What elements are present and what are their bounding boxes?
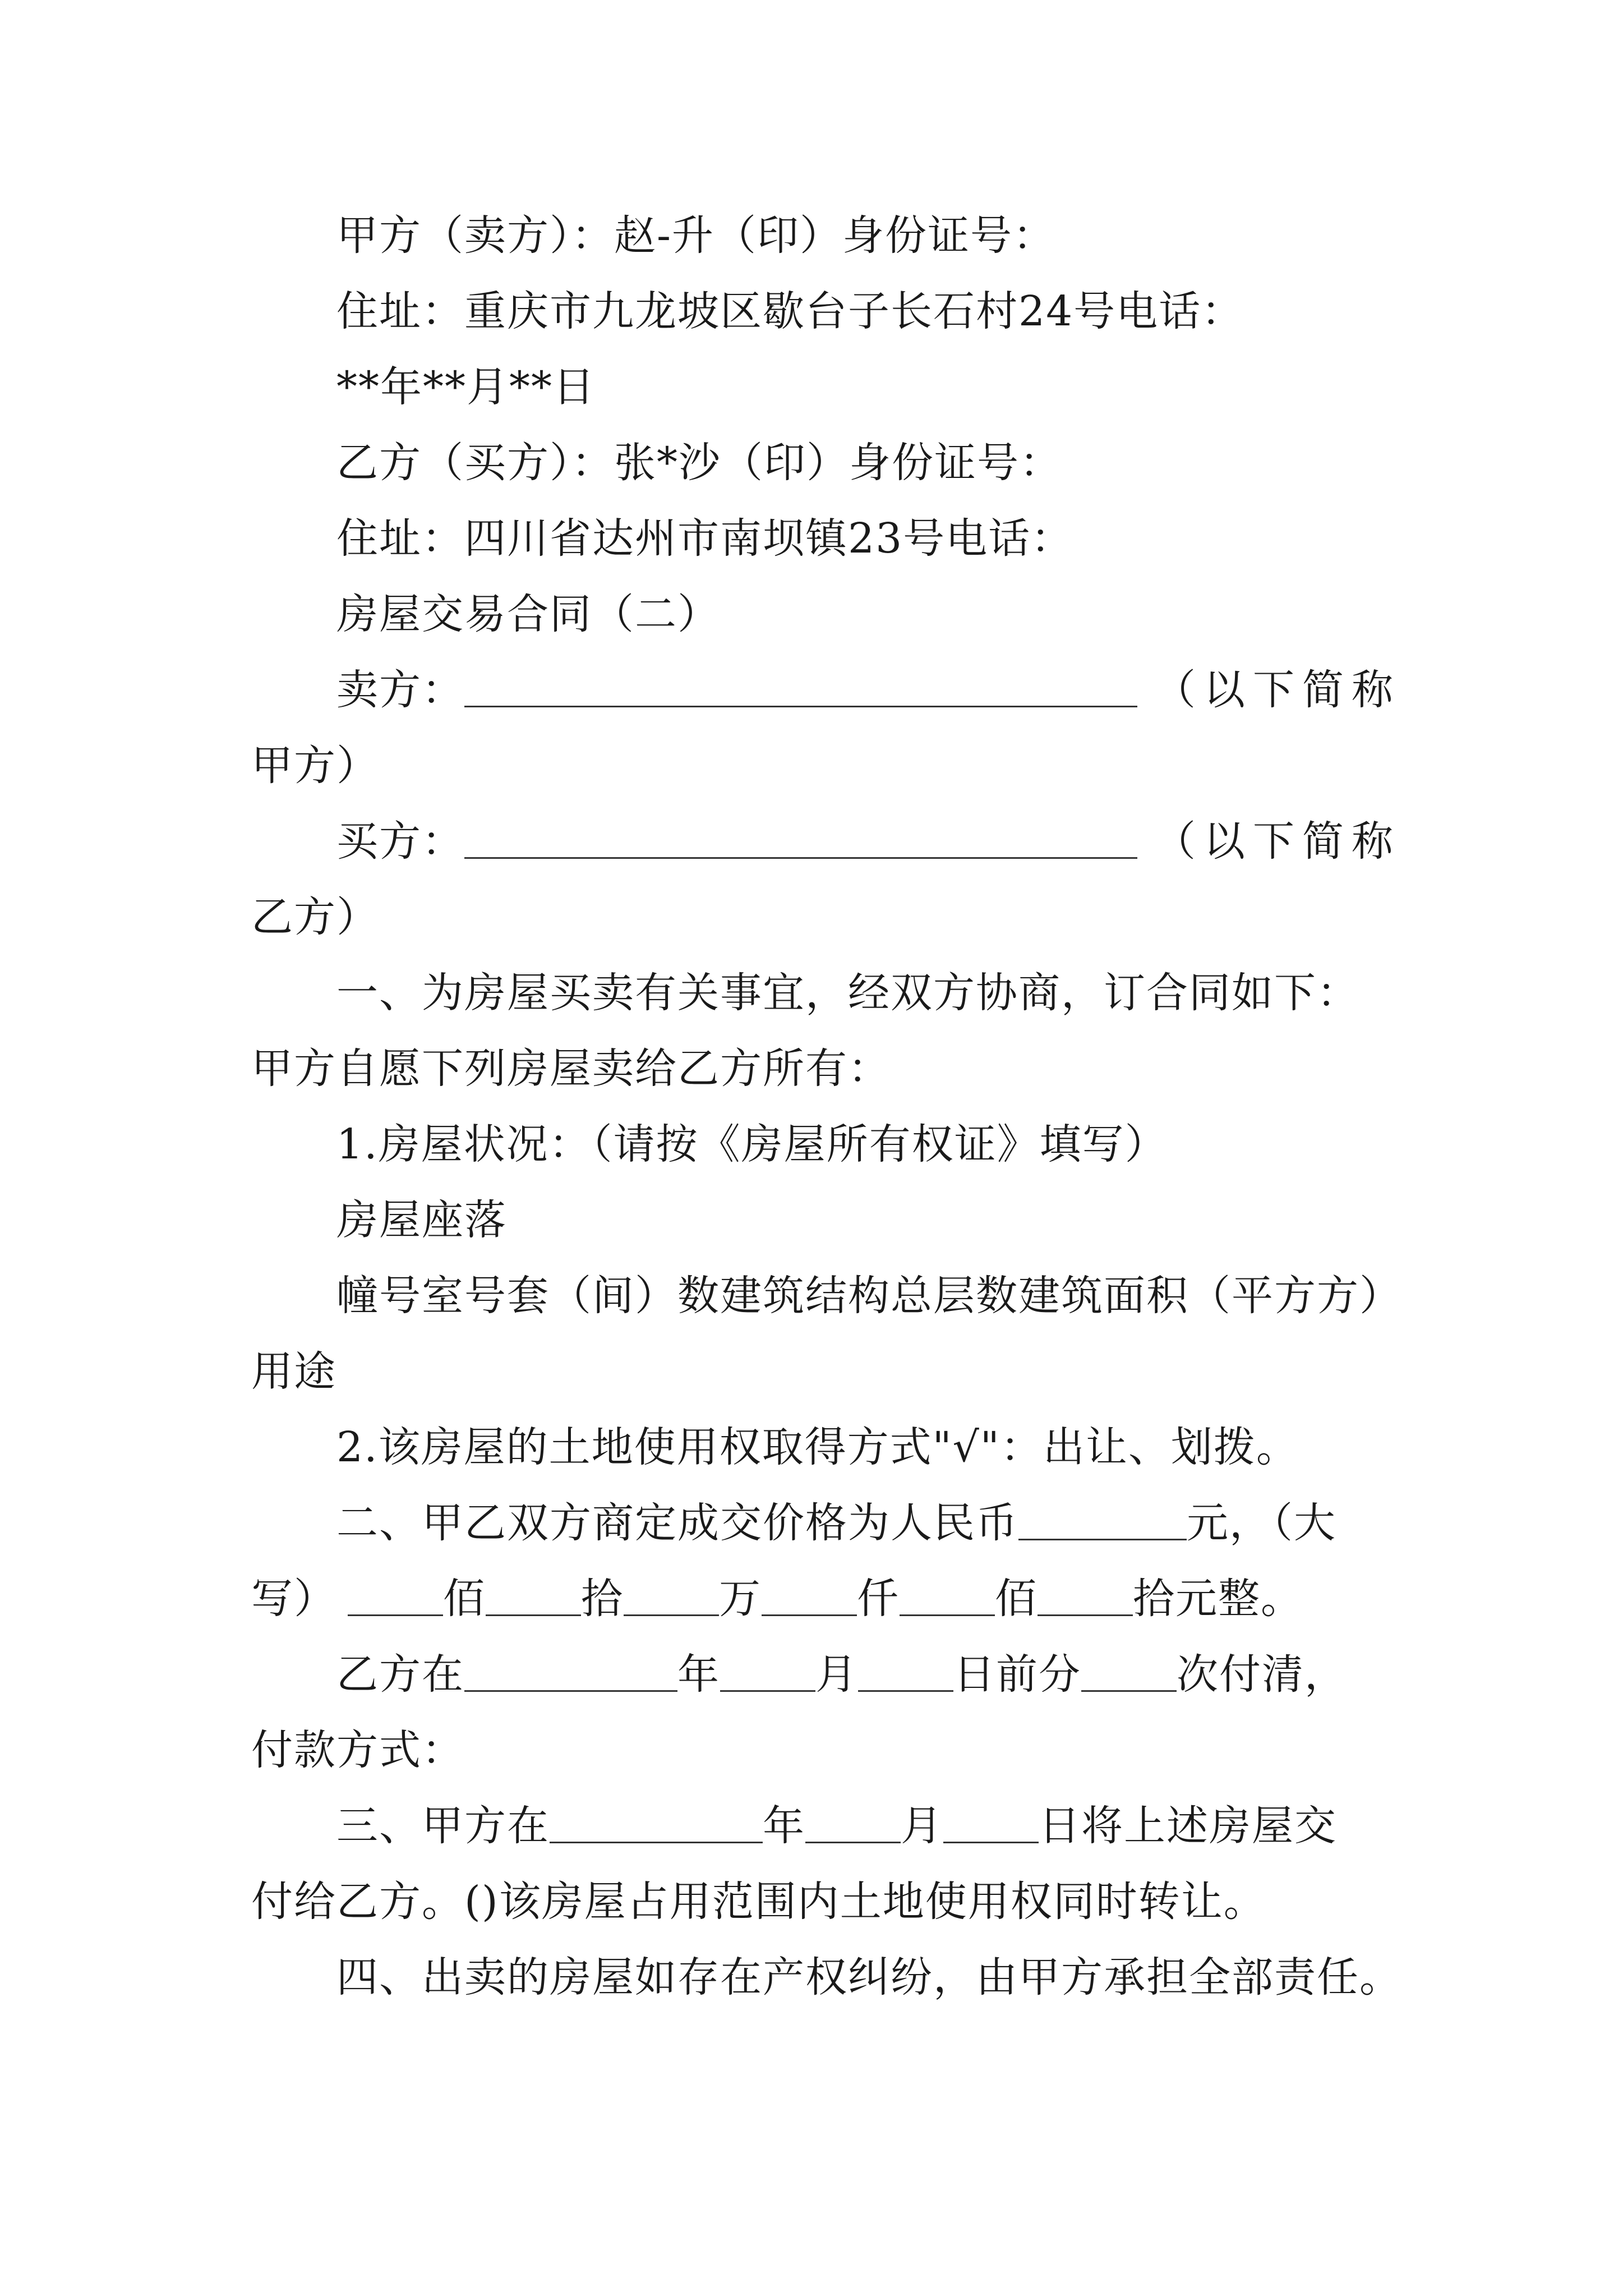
house-status-line: 1.房屋状况：（请按《房屋所有权证》填写） (336, 1120, 1168, 1168)
pay-year-blank (464, 1655, 677, 1692)
payment-line: 乙方在 年 月 日前分 次付清， (336, 1650, 1347, 1699)
house-usage-line: 用途 (251, 1347, 336, 1396)
contract-title: 房屋交易合同（二） (336, 590, 720, 638)
seller-name-blank (464, 671, 1137, 707)
seller-line: 甲方（卖方）：赵-升（印）身份证号： (336, 211, 1056, 260)
buyer-line: 乙方（买方）：张*沙（印）身份证号： (336, 439, 1062, 487)
clause-two: 二、甲乙双方商定成交价格为人民币 元，（大 (336, 1499, 1336, 1547)
clause-one: 一、为房屋买卖有关事宜，经双方协商，订合同如下： (336, 969, 1359, 1017)
clause-one-cont: 甲方自愿下列房屋卖给乙方所有： (251, 1045, 891, 1093)
pay-day-blank (858, 1655, 953, 1692)
seller-address-line: 住址：重庆市九龙坡区歇台子长石村24号电话： (336, 287, 1244, 335)
deliver-year-blank (550, 1807, 763, 1843)
deliver-month-blank (805, 1807, 901, 1843)
buyer-address-line: 住址：四川省达州市南坝镇23号电话： (336, 514, 1074, 563)
seller-abbr-line: 甲方） (251, 742, 379, 790)
buyer-name-blank (464, 822, 1137, 859)
clause-three-cont: 付给乙方。()该房屋占用范围内土地使用权同时转让。 (251, 1878, 1266, 1926)
clause-three: 三、甲方在 年 月 日将上述房屋交 (336, 1802, 1337, 1850)
clause-four: 四、出卖的房屋如存在产权纠纷，由甲方承担全部责任。 (336, 1953, 1402, 2001)
blank-5 (900, 1580, 995, 1616)
price-capital-line: 写） 佰 拾 万 仟 佰 拾元整。 (251, 1575, 1303, 1623)
land-use-line: 2.该房屋的土地使用权取得方式"√"：出让、划拨。 (336, 1423, 1299, 1471)
buyer-blank-line: 买方： （以下简称 (336, 817, 1401, 866)
deliver-day-blank (943, 1807, 1039, 1843)
blank-2 (486, 1580, 581, 1616)
price-blank (1018, 1504, 1187, 1540)
blank-6 (1038, 1580, 1133, 1616)
pay-month-blank (720, 1655, 815, 1692)
seller-date-line: **年**月**日 (336, 363, 596, 411)
house-location-line: 房屋座落 (336, 1196, 507, 1244)
pay-times-blank (1081, 1655, 1177, 1692)
buyer-abbr-line: 乙方） (251, 893, 379, 941)
payment-method-line: 付款方式： (251, 1726, 464, 1774)
seller-blank-line: 卖方： （以下简称 (336, 666, 1401, 714)
blank-1 (348, 1580, 443, 1616)
blank-3 (624, 1580, 719, 1616)
house-details-line: 幢号室号套（间）数建筑结构总层数建筑面积（平方方） (336, 1272, 1402, 1320)
blank-4 (762, 1580, 857, 1616)
